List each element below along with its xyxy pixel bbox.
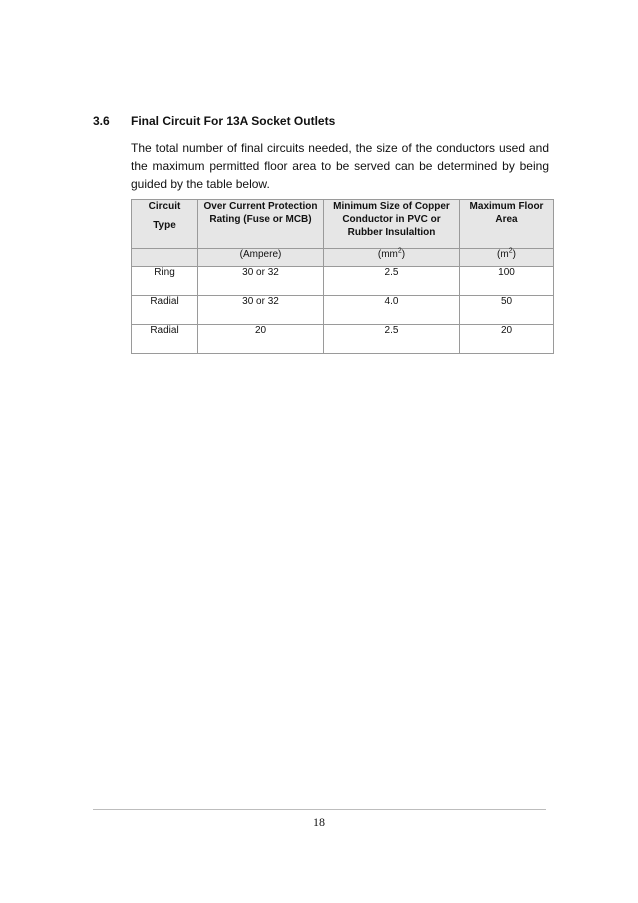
- unit-mm2: [324, 249, 460, 267]
- section-number: 3.6: [93, 114, 110, 128]
- header-circuit-line1: Circuit: [148, 201, 181, 212]
- cell-type: Radial: [132, 325, 198, 354]
- unit-m2: [460, 249, 554, 267]
- cell-type: Radial: [132, 296, 198, 325]
- table-row: [132, 296, 554, 325]
- unit-m2-sup: 2: [508, 247, 513, 255]
- unit-mm2-post: ): [401, 249, 406, 260]
- cell-size: 2.5: [324, 325, 460, 354]
- unit-mm2-sup: 2: [397, 247, 402, 255]
- cell-area: 50: [460, 296, 554, 325]
- table-row: [132, 267, 554, 296]
- intro-paragraph: The total number of final circuits needed, the size of the conductors used and the maximum permitted floor area to be served can be determined by being guided by the table below.: [131, 141, 549, 191]
- table-header-row: [132, 200, 554, 249]
- header-floor-area: Maximum Floor Area: [460, 200, 554, 249]
- unit-m2-post: ): [512, 249, 516, 260]
- circuit-table: [131, 199, 554, 354]
- header-protection-rating: Over Current Protection Rating (Fuse or MCB): [198, 200, 324, 249]
- unit-mm2-pre: (mm: [377, 249, 398, 260]
- header-circuit-line2: Type: [153, 220, 176, 231]
- cell-rating: 30 or 32: [198, 267, 324, 296]
- unit-circuit-empty: [132, 249, 198, 267]
- page-number: 18: [313, 815, 325, 829]
- unit-ampere: (Ampere): [198, 249, 324, 267]
- table-units-row: [132, 249, 554, 267]
- table-row: [132, 325, 554, 354]
- cell-size: 4.0: [324, 296, 460, 325]
- section-title: Final Circuit For 13A Socket Outlets: [131, 114, 336, 128]
- cell-area: 20: [460, 325, 554, 354]
- footer-divider: [93, 809, 546, 810]
- header-circuit-type: [132, 200, 198, 249]
- header-conductor-size: Minimum Size of Copper Conductor in PVC or Rubber Insulaltion: [324, 200, 460, 249]
- cell-size: 2.5: [324, 267, 460, 296]
- cell-rating: 20: [198, 325, 324, 354]
- unit-m2-pre: (m: [497, 249, 509, 260]
- cell-rating: 30 or 32: [198, 296, 324, 325]
- cell-type: Ring: [132, 267, 198, 296]
- cell-area: 100: [460, 267, 554, 296]
